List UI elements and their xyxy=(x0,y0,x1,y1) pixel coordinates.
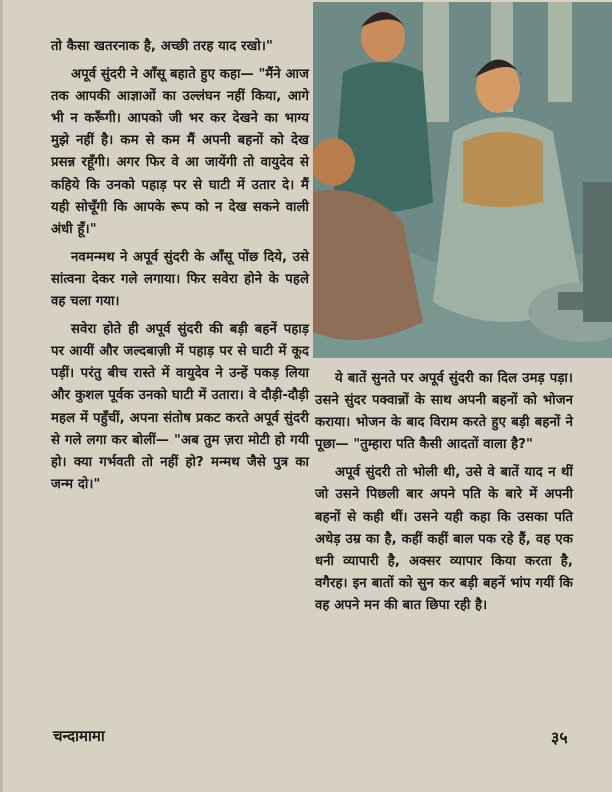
left-text-column xyxy=(51,36,309,502)
illustration-art xyxy=(313,2,612,358)
page-number: ३५ xyxy=(551,728,568,747)
right-text-column xyxy=(315,368,573,623)
magazine-name: चन्दामामा xyxy=(53,727,105,745)
paragraph: अपूर्व सुंदरी तो भोली थी, उसे वे बातें याद न थीं जो उसने पिछली बार अपने पति के बारे में अपनी बहनों से कही थीं। उसने यही कहा कि उसका पति अधेड़ उम्र का है, कहीं कहीं बाल पक रहे हैं, वह एक धनी व्यापारी है, अक्सर व्यापार किया करता है, वगैरह। इन बातों को सुन कर बड़ी बहनें भांप गयीं कि वह अपने मन की बात छिपा रही है। xyxy=(315,465,573,613)
paragraph: तो कैसा खतरनाक है, अच्छी तरह याद रखो।" xyxy=(51,39,273,54)
paragraph: सवेरा होते ही अपूर्व सुंदरी की बड़ी बहनें पहाड़ पर आयीं और जल्दबाज़ी में पहाड़ पर से घाटी में कूद पड़ीं। परंतु बीच रास्ते में वायुदेव ने उन्हें पकड़ लिया और कुशल पूर्वक उनको घाटी में उतारा। वे दौड़ी-दौड़ी महल में पहुँचीं, अपना संतोष प्रकट करते अपूर्व सुंदरी से गले लगा कर बोलीं— "अब तुम ज़रा मोटी हो गयी हो। क्या गर्भवती तो नहीं हो? मन्मथ जैसे पुत्र का जन्म दो।" xyxy=(51,322,309,492)
story-illustration xyxy=(313,2,612,358)
paragraph: अपूर्व सुंदरी ने आँसू बहाते हुए कहा— "मैंने आज तक आपकी आज्ञाओं का उल्लंघन नहीं किया, आगे भी न करूँगी। आपको जी भर कर देखने का भाग्य मुझे नहीं है। कम से कम मैं अपनी बहनों को देख प्रसन्न रहूँगी। अगर फिर वे आ जायेंगी तो वायुदेव से कहिये कि उनको पहाड़ पर से घाटी में उतार दे। मैं यही सोचूँगी कि आपके रूप को न देख सकने वाली अंधी हूँ।" xyxy=(51,67,309,237)
paragraph: नवमन्मथ ने अपूर्व सुंदरी के आँसू पोंछ दिये, उसे सांत्वना देकर गले लगाया। फिर सवेरा होने के पहले वह चला गया। xyxy=(51,249,309,310)
paragraph: ये बातें सुनते पर अपूर्व सुंदरी का दिल उमड़ पड़ा। उसने सुंदर पक्वान्नों के साथ अपनी बहनों को भोजन कराया। भोजन के बाद विराम करते हुए बड़ी बहनों ने पूछा— "तुम्हारा पति कैसी आदतों वाला है?" xyxy=(315,371,573,453)
